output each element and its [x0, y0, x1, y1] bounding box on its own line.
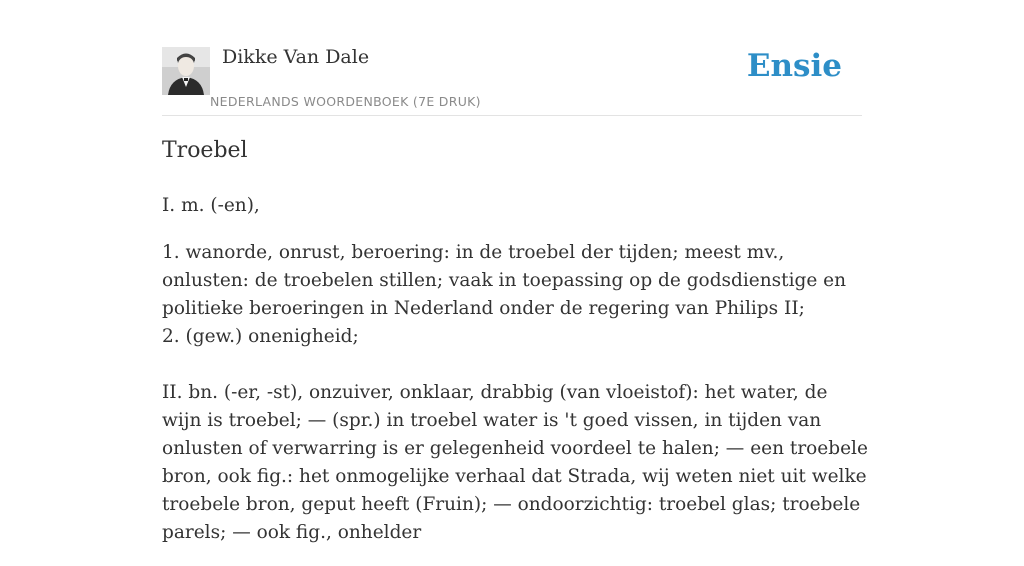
entry-sense-1: 1. wanorde, onrust, beroering: in de troebel der tijden; meest mv., onlusten: de troebelen stillen; vaak in toepassing op de godsdienstige en politieke beroeringen in Nederland onder de regering van Philips II; [162, 242, 847, 319]
entry-title: Troebel [162, 138, 248, 163]
author-portrait-icon [162, 47, 210, 95]
avatar[interactable] [162, 47, 210, 95]
entry-grammar: I. m. (-en), [162, 195, 260, 216]
entry-part-2: II. bn. (-er, -st), onzuiver, onklaar, drabbig (van vloeistof): het water, de wijn is troebel; — (spr.) in troebel water is 't goed vissen, in tijden van onlusten of verwarring is er gelegenheid voordeel te halen; — een troebele bron, ook fig.: het onmogelijke verhaal dat Strada, wij weten niet uit welke troebele bron, geput heeft (Fruin); — ondoorzichtig: troebel glas; troebele parels; — ook fig., onhelder [162, 382, 868, 543]
header [162, 44, 862, 116]
author-name[interactable]: Dikke Van Dale [222, 46, 370, 68]
entry-sense-list [162, 239, 868, 547]
ensie-logo[interactable]: Ensie [746, 48, 842, 84]
source-title[interactable]: NEDERLANDS WOORDENBOEK (7E DRUK) [210, 94, 481, 109]
entry-content [162, 192, 868, 566]
entry-sense-2: 2. (gew.) onenigheid; [162, 326, 359, 347]
paragraph-break [162, 351, 868, 379]
